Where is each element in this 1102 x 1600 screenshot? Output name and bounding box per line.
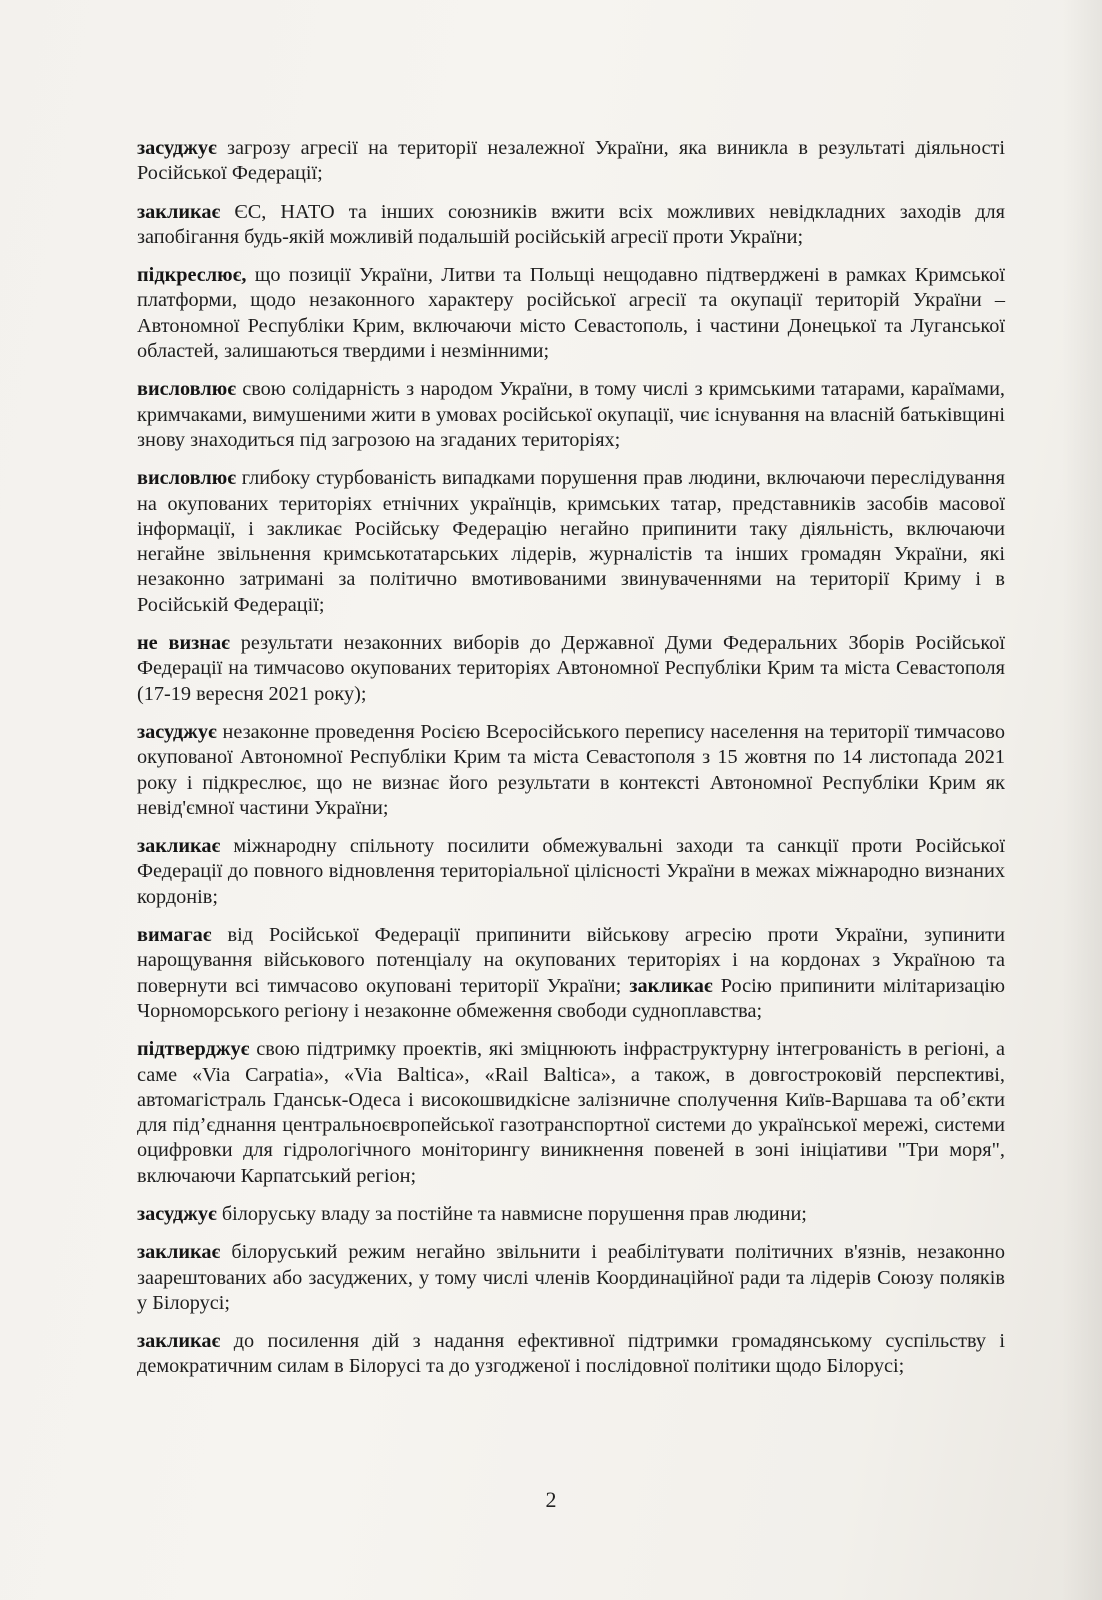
paragraph-12 [137, 1240, 1005, 1316]
paragraph-text: що позиції України, Литви та Польщі нещодавно підтверджені в рамках Кримської платформи, щодо незаконного характеру російської агресії та окупації територій України – Автономної Республіки Крим, включаючи місто Севастополь, і частини Донецької та Луганської областей, залишаються твердими і незмінними; [137, 264, 1005, 363]
page-edge-shadow [1062, 0, 1102, 1600]
paragraph-text-secondary: Росію припинити мілітаризацію Чорноморського регіону і незаконне обмеження свободи судноплавства; [137, 974, 1005, 1022]
paragraph-text: від Російської Федерації припинити військову агресію проти України, зупинити нарощування військового потенціалу на окупованих територіях і на кордонах з Україною та повернути всі тимчасово окуповані території України; [137, 924, 1005, 997]
paragraph-text: свою солідарність з народом України, в тому числі з кримськими татарами, караїмами, кримчаками, вимушеними жити в умовах російської окупації, чиє існування на власній батьківщині знову знаходиться під загрозою на згаданих територіях; [137, 378, 1005, 451]
paragraph-verb: засуджує [137, 720, 217, 743]
paragraph-verb: висловлює [137, 467, 236, 490]
page-number: 2 [545, 1487, 557, 1512]
paragraph-text: результати незаконних виборів до Державної Думи Федеральних Зборів Російської Федерації на тимчасово окупованих територіях Автономної Республіки Крим та міста Севастополя (17-19 вересня 2021 року); [137, 632, 1005, 705]
paragraph-verb: не визнає [137, 632, 230, 655]
paragraph-2 [137, 200, 1005, 251]
paragraph-verb: підтверджує [137, 1038, 250, 1061]
paragraph-3 [137, 263, 1005, 364]
paragraph-verb: закликає [137, 1330, 221, 1353]
paragraph-text: загрозу агресії на території незалежної України, яка виникла в результаті діяльності Російської Федерації; [137, 137, 1006, 185]
paragraph-verb: вимагає [137, 924, 212, 947]
paragraph-8 [137, 834, 1005, 910]
paragraph-verb: закликає [137, 835, 221, 858]
paragraph-verb: підкреслює, [137, 264, 247, 287]
paragraph-verb: засуджує [137, 137, 217, 159]
paragraph-11 [137, 1202, 1005, 1227]
document-body [137, 136, 1005, 1393]
paragraph-10 [137, 1037, 1005, 1189]
paragraph-text: білоруський режим негайно звільнити і реабілітувати політичних в'язнів, незаконно заарештованих або засуджених, у тому числі членів Координаційної ради та лідерів Союзу поляків у Білорусі; [137, 1241, 1006, 1314]
paragraph-verb: закликає [137, 1241, 221, 1264]
paragraph-text: свою підтримку проектів, які зміцнюють інфраструктурну інтегрованість в регіоні, а саме «Via Carpatia», «Via Baltica», «Rail Baltica», а також, в довгостроковій перспективі, автомагістраль Гданськ-Одеса і високошвидкісне залізничне сполучення Київ-Варшава та об’єкти для під’єднання центральноєвропейської газотранспортної системи до української мережі, системи оцифровки для гідрологічного моніторингу виникнення повеней в зоні ініціативи "Три моря", включаючи Карпатський регіон; [137, 1038, 1005, 1187]
paragraph-text: глибоку стурбованість випадками порушення прав людини, включаючи переслідування на окупованих територіях етнічних українців, кримських татар, представників засобів масової інформації, і закликає Російську Федерацію негайно припинити таку діяльність, включаючи негайне звільнення кримськотатарських лідерів, журналістів та інших громадян України, які незаконно затримані за політично вмотивованими звинуваченнями на території Криму і в Російській Федерації; [137, 467, 1005, 616]
paragraph-verb: засуджує [137, 1202, 217, 1225]
paragraph-text: до посилення дій з надання ефективної підтримки громадянському суспільству і демократичним силам в Білорусі та до узгодженої і послідовної політики щодо Білорусі; [137, 1330, 1005, 1378]
paragraph-9 [137, 923, 1005, 1024]
paragraph-verb: висловлює [137, 378, 236, 401]
paragraph-6 [137, 631, 1005, 707]
paragraph-4 [137, 377, 1005, 453]
paragraph-1 [137, 136, 1005, 187]
paragraph-text: ЄС, НАТО та інших союзників вжити всіх можливих невідкладних заходів для запобігання будь-якій можливій подальшій російській агресії проти України; [137, 200, 1005, 248]
paragraph-verb-secondary: закликає [629, 974, 713, 997]
paragraph-13 [137, 1329, 1005, 1380]
paragraph-text: незаконне проведення Росією Всеросійського перепису населення на території тимчасово окупованої Автономної Республіки Крим та міста Севастополя з 15 жовтня по 14 листопада 2021 року і підкреслює, що не визнає його результати в контексті Автономної Республіки Крим як невід'ємної частини України; [137, 720, 1005, 819]
paragraph-text: міжнародну спільноту посилити обмежувальні заходи та санкції проти Російської Федерації до повного відновлення територіальної цілісності України в межах міжнародно визнаних кордонів; [137, 835, 1005, 908]
paragraph-7 [137, 720, 1005, 821]
paragraph-verb: закликає [137, 200, 221, 223]
paragraph-text: білоруську владу за постійне та навмисне порушення прав людини; [221, 1202, 807, 1225]
paragraph-5 [137, 466, 1005, 618]
